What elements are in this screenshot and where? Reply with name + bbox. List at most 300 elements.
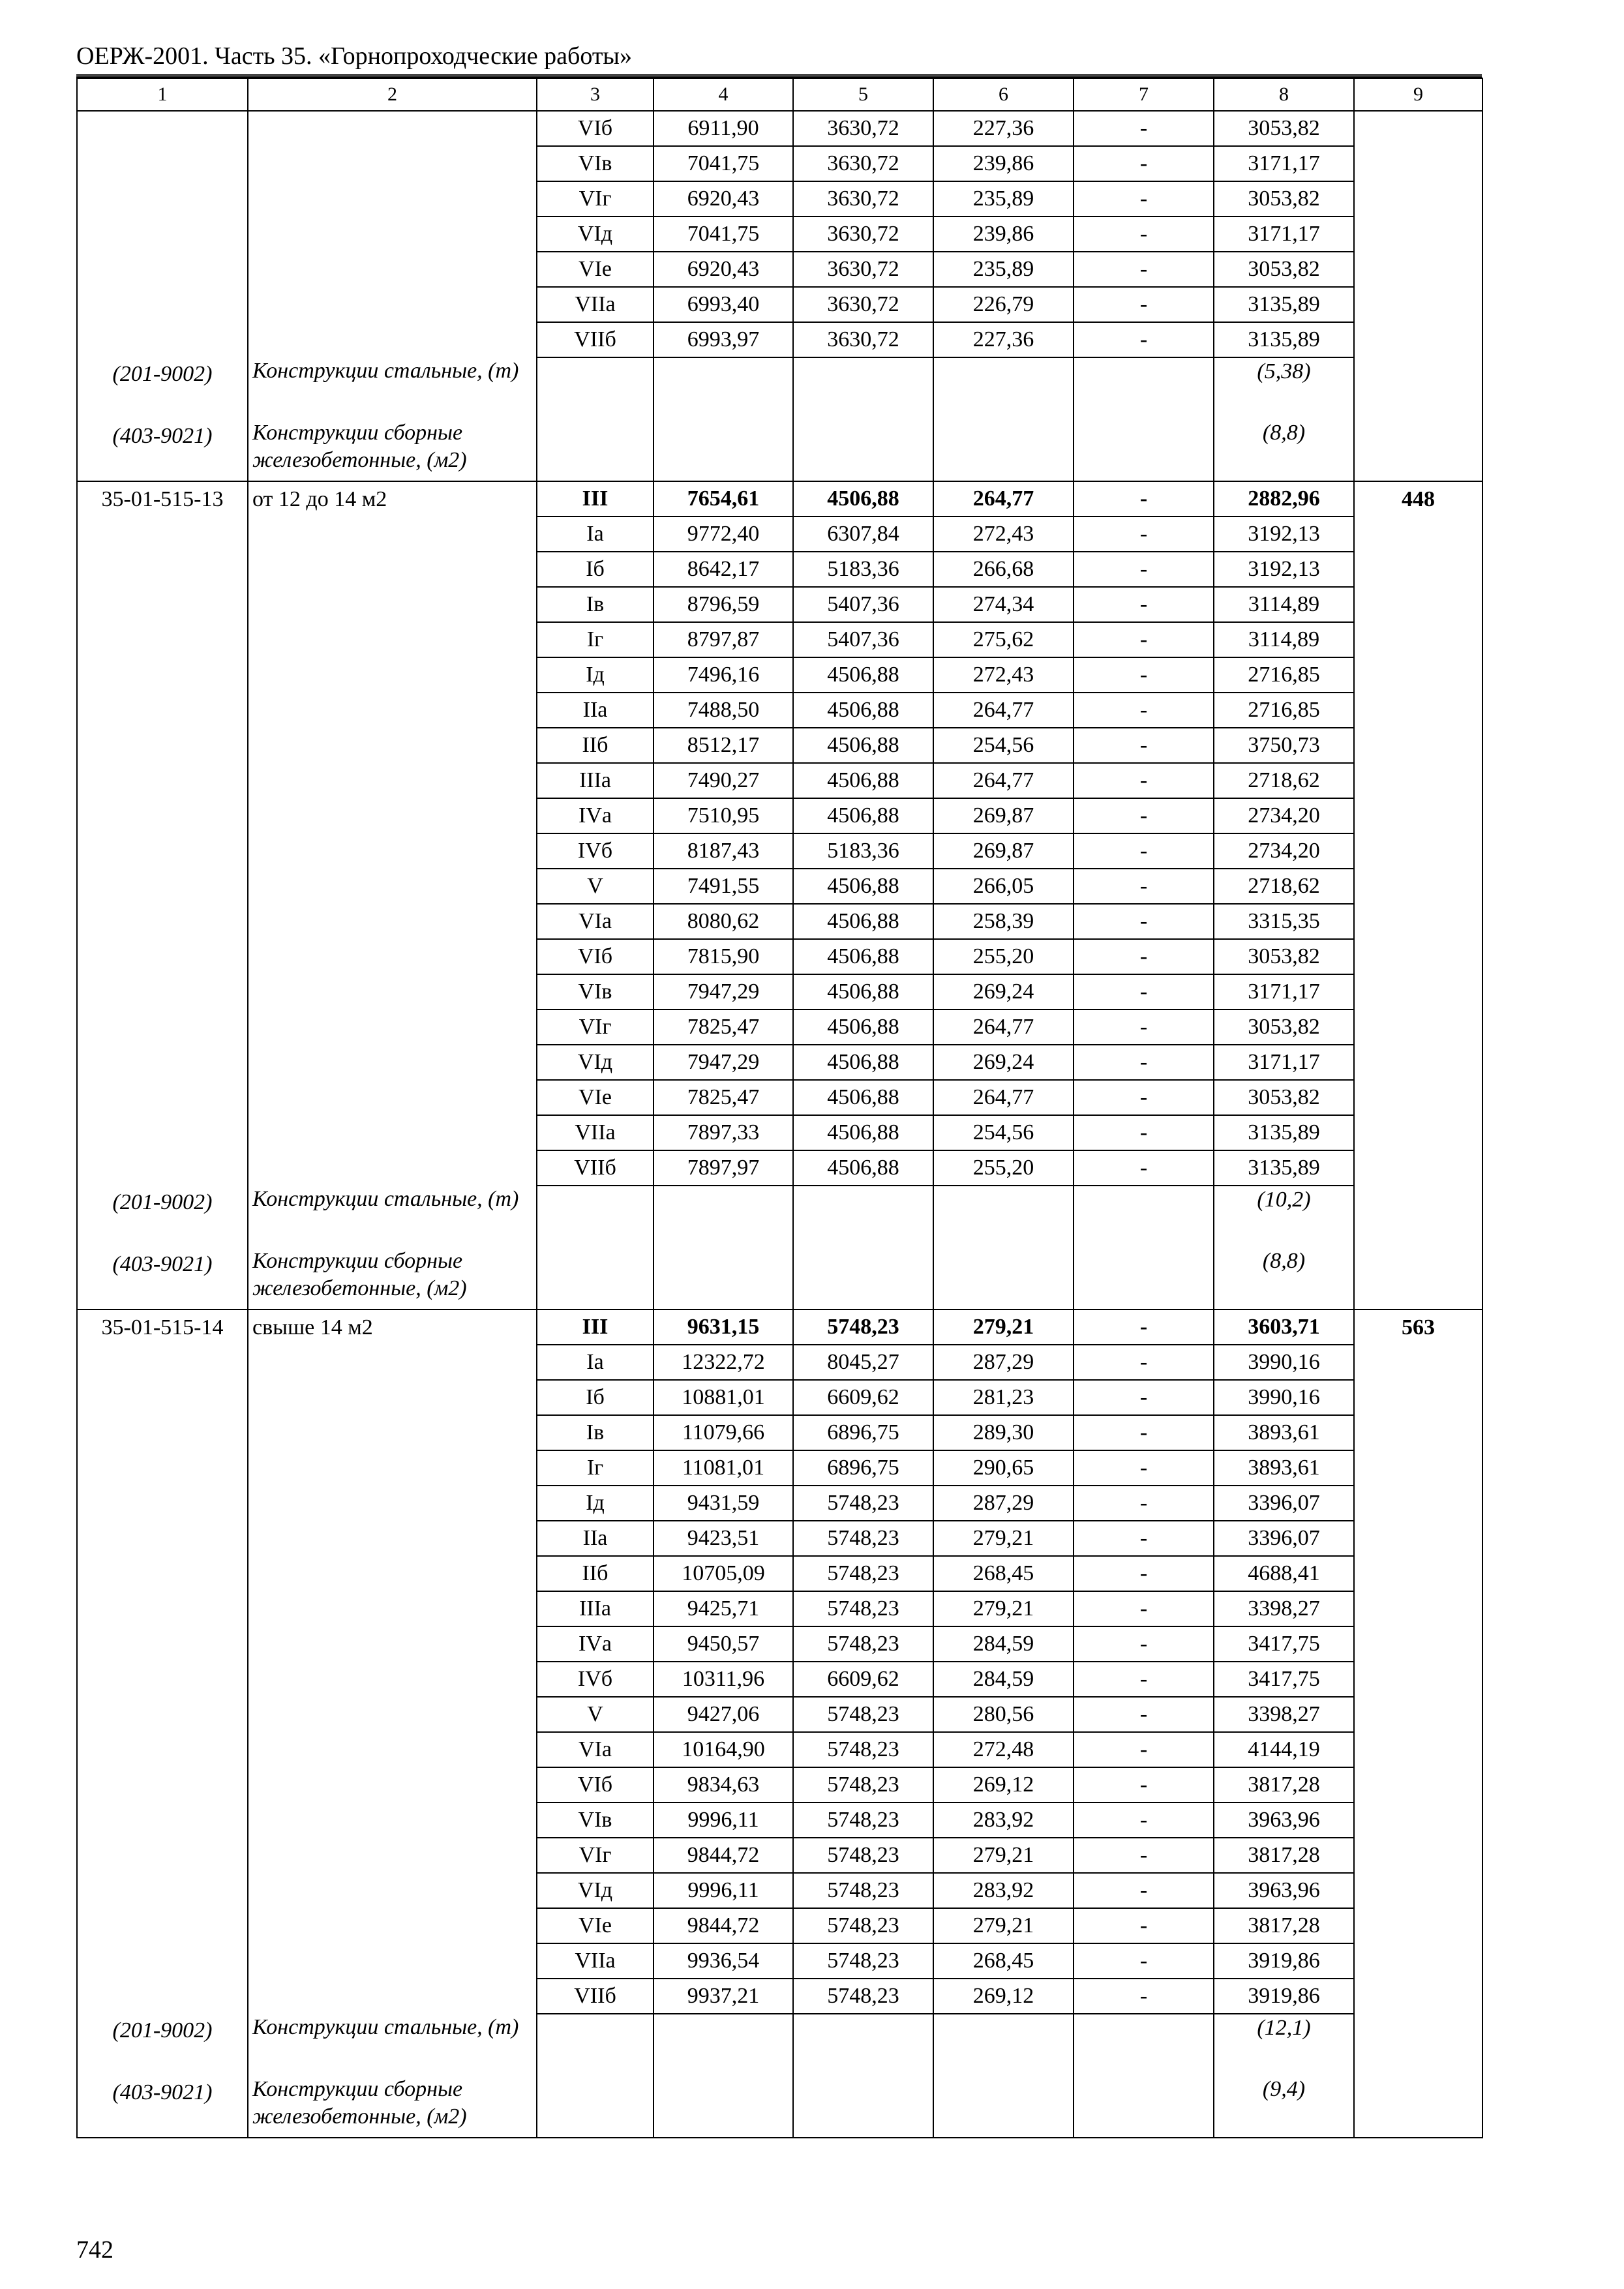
- table-row: [77, 728, 1482, 763]
- value-cell: -: [1074, 1010, 1214, 1045]
- empty-cell: [537, 419, 654, 481]
- work-description: [248, 1803, 537, 1838]
- empty-cell: [793, 1248, 933, 1309]
- work-description: свыше 14 м2: [248, 1309, 537, 1345]
- rate-code: [77, 1380, 248, 1415]
- value-cell: 4506,88: [793, 1010, 933, 1045]
- value-cell: 8797,87: [654, 622, 793, 657]
- value-cell: 11081,01: [654, 1450, 793, 1486]
- value-cell: -: [1074, 1908, 1214, 1943]
- value-cell: 2718,62: [1214, 763, 1354, 798]
- material-row: [77, 2076, 1482, 2138]
- material-code: (201-9002): [77, 1186, 248, 1248]
- value-cell: 5748,23: [793, 1556, 933, 1591]
- value-cell: 2718,62: [1214, 869, 1354, 904]
- value-cell: [1354, 1662, 1482, 1697]
- work-description: [248, 728, 537, 763]
- work-description: [248, 833, 537, 869]
- value-cell: 7491,55: [654, 869, 793, 904]
- value-cell: 227,36: [933, 322, 1074, 357]
- value-cell: 3398,27: [1214, 1697, 1354, 1732]
- material-quantity: (8,8): [1214, 1248, 1354, 1309]
- value-cell: -: [1074, 904, 1214, 939]
- work-description: [248, 146, 537, 181]
- value-cell: -: [1074, 1309, 1214, 1345]
- value-cell: 2734,20: [1214, 833, 1354, 869]
- value-cell: 3630,72: [793, 181, 933, 217]
- value-cell: 10164,90: [654, 1732, 793, 1767]
- value-cell: 269,24: [933, 1045, 1074, 1080]
- work-description: [248, 111, 537, 146]
- value-cell: 9772,40: [654, 516, 793, 552]
- table-row: [77, 904, 1482, 939]
- work-description: [248, 217, 537, 252]
- value-cell: 272,43: [933, 516, 1074, 552]
- value-cell: 258,39: [933, 904, 1074, 939]
- value-cell: 8080,62: [654, 904, 793, 939]
- value-cell: 3603,71: [1214, 1309, 1354, 1345]
- value-cell: 284,59: [933, 1626, 1074, 1662]
- column-header: 5: [793, 78, 933, 111]
- work-description: [248, 1662, 537, 1697]
- value-cell: [1354, 798, 1482, 833]
- rate-code: [77, 1732, 248, 1767]
- value-cell: -: [1074, 552, 1214, 587]
- value-cell: -: [1074, 217, 1214, 252]
- table-body: [77, 78, 1482, 2138]
- empty-cell: [933, 357, 1074, 419]
- value-cell: 5748,23: [793, 1591, 933, 1626]
- condition-cell: Iа: [537, 516, 654, 552]
- value-cell: 279,21: [933, 1908, 1074, 1943]
- column-header: 8: [1214, 78, 1354, 111]
- column-header: 1: [77, 78, 248, 111]
- value-cell: 7654,61: [654, 481, 793, 516]
- table-row: [77, 1415, 1482, 1450]
- value-cell: [1354, 1838, 1482, 1873]
- value-cell: 5748,23: [793, 1943, 933, 1979]
- value-cell: -: [1074, 1556, 1214, 1591]
- value-cell: 7947,29: [654, 1045, 793, 1080]
- value-cell: 8045,27: [793, 1345, 933, 1380]
- value-cell: 9937,21: [654, 1979, 793, 2014]
- value-cell: -: [1074, 111, 1214, 146]
- condition-cell: VIг: [537, 181, 654, 217]
- value-cell: 3417,75: [1214, 1626, 1354, 1662]
- condition-cell: VIд: [537, 217, 654, 252]
- value-cell: 4506,88: [793, 1080, 933, 1115]
- value-cell: [1354, 322, 1482, 357]
- rate-code: [77, 1626, 248, 1662]
- value-cell: [1354, 146, 1482, 181]
- value-cell: -: [1074, 728, 1214, 763]
- work-description: [248, 1380, 537, 1415]
- table-row: [77, 1697, 1482, 1732]
- value-cell: [1354, 622, 1482, 657]
- value-cell: 5748,23: [793, 1803, 933, 1838]
- condition-cell: VIв: [537, 146, 654, 181]
- value-cell: -: [1074, 1697, 1214, 1732]
- value-cell: 7488,50: [654, 693, 793, 728]
- condition-cell: VIб: [537, 939, 654, 974]
- value-cell: 3396,07: [1214, 1486, 1354, 1521]
- value-cell: 9450,57: [654, 1626, 793, 1662]
- value-cell: 5748,23: [793, 1697, 933, 1732]
- value-cell: 3053,82: [1214, 1010, 1354, 1045]
- value-cell: 6896,75: [793, 1415, 933, 1450]
- value-cell: 283,92: [933, 1873, 1074, 1908]
- value-cell: 235,89: [933, 252, 1074, 287]
- value-cell: 3053,82: [1214, 111, 1354, 146]
- value-cell: 4506,88: [793, 481, 933, 516]
- material-quantity: (8,8): [1214, 419, 1354, 481]
- value-cell: 8642,17: [654, 552, 793, 587]
- work-description: [248, 1732, 537, 1767]
- rate-code: [77, 1767, 248, 1803]
- value-cell: -: [1074, 1662, 1214, 1697]
- material-code: (403-9021): [77, 419, 248, 481]
- value-cell: 4506,88: [793, 939, 933, 974]
- table-row: [77, 1626, 1482, 1662]
- value-cell: -: [1074, 1873, 1214, 1908]
- value-cell: 3114,89: [1214, 587, 1354, 622]
- rate-code: [77, 1979, 248, 2014]
- material-code: (403-9021): [77, 2076, 248, 2138]
- material-row: [77, 419, 1482, 481]
- value-cell: 3817,28: [1214, 1767, 1354, 1803]
- value-cell: 9996,11: [654, 1803, 793, 1838]
- value-cell: -: [1074, 1838, 1214, 1873]
- value-cell: 235,89: [933, 181, 1074, 217]
- value-cell: 266,68: [933, 552, 1074, 587]
- rate-code: [77, 181, 248, 217]
- value-cell: 272,43: [933, 657, 1074, 693]
- work-description: [248, 181, 537, 217]
- value-cell: [1354, 1943, 1482, 1979]
- value-cell: [1354, 181, 1482, 217]
- value-cell: 7897,97: [654, 1150, 793, 1186]
- value-cell: 9427,06: [654, 1697, 793, 1732]
- table-row: [77, 657, 1482, 693]
- table-row: [77, 587, 1482, 622]
- value-cell: 4506,88: [793, 974, 933, 1010]
- value-cell: -: [1074, 974, 1214, 1010]
- value-cell: [1354, 869, 1482, 904]
- condition-cell: Iг: [537, 622, 654, 657]
- value-cell: 3630,72: [793, 146, 933, 181]
- value-cell: [1354, 1380, 1482, 1415]
- condition-cell: VIIа: [537, 1115, 654, 1150]
- value-cell: 3817,28: [1214, 1908, 1354, 1943]
- value-cell: 264,77: [933, 481, 1074, 516]
- work-description: [248, 1345, 537, 1380]
- value-cell: 4506,88: [793, 763, 933, 798]
- value-cell: 3893,61: [1214, 1415, 1354, 1450]
- value-cell: [1354, 217, 1482, 252]
- material-name: Конструкции сборные железобетонные, (м2): [248, 2076, 537, 2138]
- condition-cell: VIб: [537, 1767, 654, 1803]
- value-cell: -: [1074, 622, 1214, 657]
- value-cell: [1354, 1080, 1482, 1115]
- work-description: [248, 287, 537, 322]
- column-header: 7: [1074, 78, 1214, 111]
- value-cell: 5183,36: [793, 833, 933, 869]
- value-cell: 3135,89: [1214, 1115, 1354, 1150]
- work-description: от 12 до 14 м2: [248, 481, 537, 516]
- empty-cell: [1354, 2076, 1482, 2138]
- value-cell: 9834,63: [654, 1767, 793, 1803]
- table-row: [77, 1767, 1482, 1803]
- rate-code: [77, 657, 248, 693]
- value-cell: 5748,23: [793, 1732, 933, 1767]
- material-quantity: (5,38): [1214, 357, 1354, 419]
- value-cell: 7897,33: [654, 1115, 793, 1150]
- value-cell: 8187,43: [654, 833, 793, 869]
- empty-cell: [1074, 2014, 1214, 2076]
- value-cell: -: [1074, 939, 1214, 974]
- work-description: [248, 252, 537, 287]
- value-cell: 4506,88: [793, 1150, 933, 1186]
- condition-cell: VIа: [537, 1732, 654, 1767]
- rates-table: [76, 78, 1483, 2138]
- value-cell: 10881,01: [654, 1380, 793, 1415]
- work-description: [248, 939, 537, 974]
- table-row: [77, 869, 1482, 904]
- value-cell: -: [1074, 1115, 1214, 1150]
- material-name: Конструкции сборные железобетонные, (м2): [248, 419, 537, 481]
- table-row: [77, 322, 1482, 357]
- value-cell: 4506,88: [793, 728, 933, 763]
- value-cell: 239,86: [933, 146, 1074, 181]
- empty-cell: [793, 419, 933, 481]
- value-cell: 280,56: [933, 1697, 1074, 1732]
- value-cell: 9431,59: [654, 1486, 793, 1521]
- value-cell: -: [1074, 1979, 1214, 2014]
- value-cell: 274,34: [933, 587, 1074, 622]
- value-cell: 2716,85: [1214, 693, 1354, 728]
- empty-cell: [654, 2076, 793, 2138]
- table-row: [77, 1838, 1482, 1873]
- rate-code: [77, 1486, 248, 1521]
- rate-code: [77, 904, 248, 939]
- rate-code: [77, 1803, 248, 1838]
- work-description: [248, 1697, 537, 1732]
- value-cell: [1354, 287, 1482, 322]
- value-cell: 3963,96: [1214, 1803, 1354, 1838]
- condition-cell: VIв: [537, 974, 654, 1010]
- value-cell: [1354, 657, 1482, 693]
- work-description: [248, 657, 537, 693]
- condition-cell: IVб: [537, 1662, 654, 1697]
- value-cell: 4506,88: [793, 657, 933, 693]
- rate-code: [77, 1662, 248, 1697]
- condition-cell: IIа: [537, 693, 654, 728]
- value-cell: 7041,75: [654, 146, 793, 181]
- empty-cell: [654, 357, 793, 419]
- empty-cell: [933, 419, 1074, 481]
- empty-cell: [537, 2076, 654, 2138]
- material-name: Конструкции сборные железобетонные, (м2): [248, 1248, 537, 1309]
- rate-code: [77, 287, 248, 322]
- empty-cell: [933, 1248, 1074, 1309]
- value-cell: -: [1074, 1803, 1214, 1838]
- value-cell: 3315,35: [1214, 904, 1354, 939]
- value-cell: [1354, 1010, 1482, 1045]
- value-cell: 227,36: [933, 111, 1074, 146]
- value-cell: [1354, 974, 1482, 1010]
- empty-cell: [933, 1186, 1074, 1248]
- value-cell: [1354, 252, 1482, 287]
- value-cell: 5748,23: [793, 1486, 933, 1521]
- empty-cell: [537, 1248, 654, 1309]
- value-cell: 5748,23: [793, 1626, 933, 1662]
- value-cell: 3053,82: [1214, 1080, 1354, 1115]
- value-cell: 264,77: [933, 693, 1074, 728]
- work-description: [248, 974, 537, 1010]
- rate-code: [77, 1556, 248, 1591]
- value-cell: -: [1074, 287, 1214, 322]
- condition-cell: VIг: [537, 1838, 654, 1873]
- column-header: 9: [1354, 78, 1482, 111]
- condition-cell: IIIа: [537, 1591, 654, 1626]
- empty-cell: [1074, 1248, 1214, 1309]
- table-row: [77, 146, 1482, 181]
- table-row: [77, 217, 1482, 252]
- value-cell: 9844,72: [654, 1908, 793, 1943]
- table-row: [77, 1345, 1482, 1380]
- value-cell: 12322,72: [654, 1345, 793, 1380]
- condition-cell: IIа: [537, 1521, 654, 1556]
- material-quantity: (12,1): [1214, 2014, 1354, 2076]
- empty-cell: [1074, 357, 1214, 419]
- value-cell: -: [1074, 1943, 1214, 1979]
- value-cell: 283,92: [933, 1803, 1074, 1838]
- rate-code: 35-01-515-14: [77, 1309, 248, 1345]
- rate-code: [77, 974, 248, 1010]
- value-cell: 269,24: [933, 974, 1074, 1010]
- value-cell: 4506,88: [793, 798, 933, 833]
- empty-cell: [1354, 2014, 1482, 2076]
- value-cell: -: [1074, 1080, 1214, 1115]
- work-description: [248, 1873, 537, 1908]
- value-cell: 6920,43: [654, 181, 793, 217]
- page-number: 742: [76, 2236, 113, 2264]
- work-description: [248, 1591, 537, 1626]
- value-cell: -: [1074, 833, 1214, 869]
- value-cell: 3114,89: [1214, 622, 1354, 657]
- condition-cell: VIIа: [537, 287, 654, 322]
- column-header: 4: [654, 78, 793, 111]
- material-name: Конструкции стальные, (т): [248, 1186, 537, 1248]
- value-cell: 8512,17: [654, 728, 793, 763]
- value-cell: 9844,72: [654, 1838, 793, 1873]
- value-cell: 269,87: [933, 833, 1074, 869]
- rate-code: [77, 587, 248, 622]
- condition-cell: III: [537, 481, 654, 516]
- rate-code: [77, 322, 248, 357]
- rate-code: [77, 1150, 248, 1186]
- rate-code: [77, 252, 248, 287]
- table-row: [77, 693, 1482, 728]
- value-cell: 3171,17: [1214, 1045, 1354, 1080]
- value-cell: 9425,71: [654, 1591, 793, 1626]
- condition-cell: Iв: [537, 587, 654, 622]
- table-row: [77, 1732, 1482, 1767]
- empty-cell: [793, 2014, 933, 2076]
- table-row: [77, 552, 1482, 587]
- table-row: [77, 1309, 1482, 1345]
- value-cell: [1354, 763, 1482, 798]
- work-description: [248, 1943, 537, 1979]
- value-cell: 264,77: [933, 763, 1074, 798]
- value-cell: 2734,20: [1214, 798, 1354, 833]
- value-cell: [1354, 587, 1482, 622]
- value-cell: 3750,73: [1214, 728, 1354, 763]
- value-cell: 6993,97: [654, 322, 793, 357]
- condition-cell: Iв: [537, 1415, 654, 1450]
- table-row: [77, 1662, 1482, 1697]
- column-header-row: [77, 78, 1482, 111]
- empty-cell: [1074, 2076, 1214, 2138]
- rate-code: [77, 111, 248, 146]
- table-row: [77, 1908, 1482, 1943]
- value-cell: 3963,96: [1214, 1873, 1354, 1908]
- value-cell: 6609,62: [793, 1662, 933, 1697]
- value-cell: -: [1074, 1380, 1214, 1415]
- work-description: [248, 1767, 537, 1803]
- work-description: [248, 1908, 537, 1943]
- rate-code: [77, 1345, 248, 1380]
- value-cell: 255,20: [933, 939, 1074, 974]
- value-cell: [1354, 1979, 1482, 2014]
- value-cell: [1354, 111, 1482, 146]
- work-description: [248, 516, 537, 552]
- value-cell: 11079,66: [654, 1415, 793, 1450]
- value-cell: [1354, 1591, 1482, 1626]
- value-cell: 3135,89: [1214, 322, 1354, 357]
- table-row: [77, 481, 1482, 516]
- condition-cell: IVа: [537, 798, 654, 833]
- value-cell: 5748,23: [793, 1873, 933, 1908]
- value-cell: -: [1074, 1045, 1214, 1080]
- value-cell: -: [1074, 1345, 1214, 1380]
- value-cell: 5183,36: [793, 552, 933, 587]
- value-cell: 7947,29: [654, 974, 793, 1010]
- rate-code: [77, 1591, 248, 1626]
- work-description: [248, 798, 537, 833]
- value-cell: 287,29: [933, 1345, 1074, 1380]
- rate-code: [77, 217, 248, 252]
- rate-code: [77, 728, 248, 763]
- value-cell: 448: [1354, 481, 1482, 516]
- value-cell: -: [1074, 869, 1214, 904]
- value-cell: 3171,17: [1214, 146, 1354, 181]
- empty-cell: [793, 1186, 933, 1248]
- value-cell: 290,65: [933, 1450, 1074, 1486]
- rate-code: [77, 833, 248, 869]
- value-cell: 6609,62: [793, 1380, 933, 1415]
- value-cell: -: [1074, 1150, 1214, 1186]
- work-description: [248, 1521, 537, 1556]
- condition-cell: IIIа: [537, 763, 654, 798]
- value-cell: 3398,27: [1214, 1591, 1354, 1626]
- value-cell: [1354, 1345, 1482, 1380]
- empty-cell: [654, 419, 793, 481]
- rate-code: [77, 622, 248, 657]
- table-row: [77, 1591, 1482, 1626]
- value-cell: 281,23: [933, 1380, 1074, 1415]
- value-cell: -: [1074, 587, 1214, 622]
